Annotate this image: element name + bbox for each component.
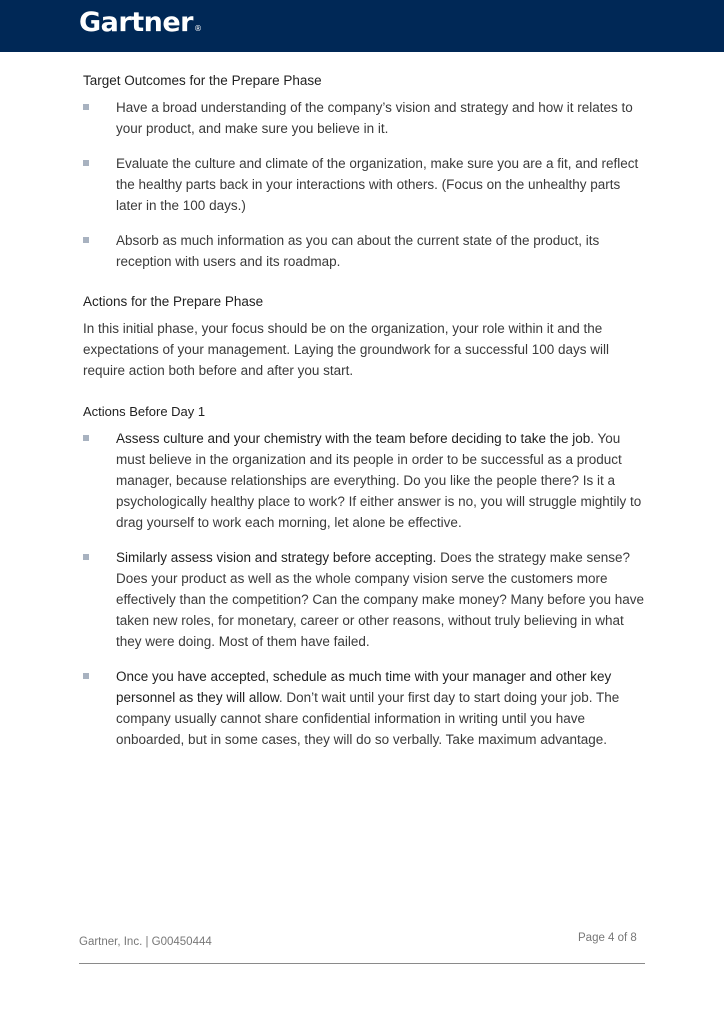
list-item-lead: Similarly assess vision and strategy before accepting. xyxy=(116,550,437,565)
actions-intro-paragraph: In this initial phase, your focus should be on the organization, your role within it and the expectations of your management. Laying the groundwork for a successful 100 days will require action both before and after you start. xyxy=(83,321,610,378)
square-bullet-icon xyxy=(83,673,89,679)
footer-document-id: Gartner, Inc. | G00450444 xyxy=(79,936,212,948)
list-item-text: Have a broad understanding of the company’s vision and strategy and how it relates to your product, and make sure you believe in it. xyxy=(116,100,633,136)
square-bullet-icon xyxy=(83,104,89,110)
list-item-text: Evaluate the culture and climate of the organization, make sure you are a fit, and reflect the healthy parts back in your interactions with others. (Focus on the unhealthy parts later in the 100 days.) xyxy=(116,156,639,213)
document-body xyxy=(83,70,648,750)
gartner-logo xyxy=(79,7,201,38)
target-outcomes-list xyxy=(83,97,648,272)
section-heading-target-outcomes: Target Outcomes for the Prepare Phase xyxy=(83,73,322,88)
list-item xyxy=(83,428,648,533)
logo-registered-mark: ® xyxy=(193,24,202,33)
logo-text: Gartner xyxy=(79,7,193,38)
square-bullet-icon xyxy=(83,160,89,166)
square-bullet-icon xyxy=(83,435,89,441)
list-item-text: Absorb as much information as you can about the current state of the product, its reception with users and its roadmap. xyxy=(116,233,600,269)
list-item-text: . Don’t wait until your first day to start doing your job. The company usually cannot share confidential information in writing until you have onboarded, but in some cases, they will do so verbally. Take maximum advantage. xyxy=(116,690,620,747)
list-item-text: Does the strategy make sense? Does your product as well as the whole company vision serve the customers more effectively than the competition? Can the company make money? Many before you have taken new roles, for monetary, career or other reasons, without truly believing in what they were doing. Most of them have failed. xyxy=(116,550,645,649)
footer-page-number: Page 4 of 8 xyxy=(578,932,637,944)
square-bullet-icon xyxy=(83,237,89,243)
list-item xyxy=(83,97,648,139)
subheading-actions-before-day-1: Actions Before Day 1 xyxy=(83,404,206,419)
list-item-text: You must believe in the organization and its people in order to be successful as a product manager, because relationships are everything. Do you like the people there? Is it a psychologically healthy place to work? If either answer is no, you will struggle mightily to drag yourself to work each morning, let alone be effective. xyxy=(116,431,642,530)
footer-divider xyxy=(79,963,645,964)
list-item xyxy=(83,153,648,216)
list-item-lead: Assess culture and your chemistry with the team before deciding to take the job. xyxy=(116,431,594,446)
actions-before-day-1-list xyxy=(83,428,648,750)
square-bullet-icon xyxy=(83,554,89,560)
list-item-lead: Once you have accepted, schedule as much time with your manager and other key personnel as they will allow xyxy=(116,669,612,705)
list-item xyxy=(83,230,648,272)
list-item xyxy=(83,666,648,750)
page-header xyxy=(0,0,724,52)
list-item xyxy=(83,547,648,652)
section-heading-actions: Actions for the Prepare Phase xyxy=(83,294,264,309)
